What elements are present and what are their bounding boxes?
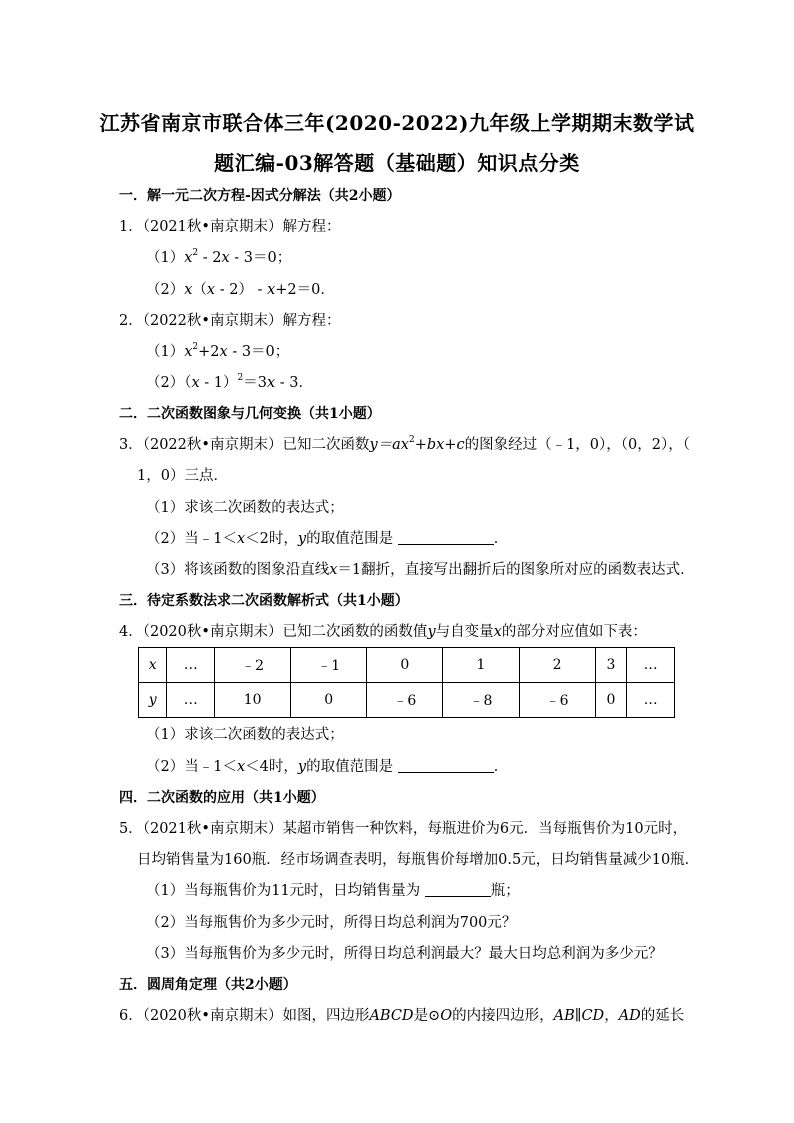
question-3-part-3: [146, 560, 695, 580]
table-cell: 10: [215, 683, 291, 718]
question-text: （2021秋•南京期末）某超市销售一种饮料，每瓶进价为6元．当每瓶售价为10元时，: [142, 821, 688, 837]
answer-blank[interactable]: [398, 530, 494, 545]
table-cell: ﹣6: [519, 683, 595, 718]
question-2-stem: [119, 311, 340, 331]
answer-blank[interactable]: [425, 882, 491, 897]
variable: AD: [618, 1008, 641, 1024]
question-3-part-2: [146, 529, 508, 549]
variable: x: [184, 344, 193, 360]
text: （: [192, 282, 207, 298]
table-cell: …: [627, 683, 675, 718]
text: （1）当每瓶售价为11元时，日均销售量为: [146, 883, 421, 899]
question-text: 的内接四边形，: [452, 1008, 554, 1024]
question-1-stem: [119, 217, 340, 237]
question-number: 6．: [119, 1008, 143, 1024]
text: ．: [493, 531, 509, 547]
question-text: （2020秋•南京期末）已知二次函数的函数值: [142, 624, 428, 640]
part-label: （1）: [146, 344, 185, 360]
text: ．: [493, 759, 509, 775]
table-cell: 0: [367, 648, 443, 683]
question-text: 的部分对应值如下表：: [501, 624, 647, 640]
question-5-part-3: （3）当每瓶售价为多少元时，所得日均总利润最大？最大日均总利润为多少元？: [146, 946, 663, 962]
text: 瓶；: [490, 883, 520, 899]
variable: AB: [553, 1008, 575, 1024]
variable: x: [266, 375, 276, 391]
question-number: 4．: [119, 624, 143, 640]
table-cell: 0: [595, 683, 627, 718]
table-cell: 2: [519, 648, 595, 683]
section-heading-5: 五．圆周角定理（共2小题）: [119, 977, 297, 993]
variable: x: [206, 282, 216, 298]
text: - 3＝0；: [229, 250, 292, 266]
exponent: 2: [192, 248, 199, 258]
question-number: 3．: [119, 437, 143, 453]
question-text: （2022秋•南京期末）已知二次函数: [142, 437, 370, 453]
text: 的取值范围是: [306, 531, 394, 547]
table-cell: 1: [443, 648, 519, 683]
question-number: 1．: [119, 219, 143, 235]
variable: x: [219, 344, 228, 360]
variable: CD: [581, 1008, 605, 1024]
table-header-cell: [139, 648, 167, 683]
question-5-stem: [119, 819, 687, 839]
function-expression: +bx+c: [414, 437, 465, 453]
exponent: 2: [237, 373, 244, 383]
table-row-x: [139, 648, 675, 683]
text: ＝1翻折，直接写出翻折后的图象所对应的函数表达式．: [337, 562, 695, 578]
value-table: [138, 647, 675, 718]
question-text: 的图象经过（﹣1，0），（0，2），（: [464, 437, 690, 453]
section-heading-2: 二．二次函数图象与几何变换（共1小题）: [119, 406, 381, 422]
question-6-stem: [119, 1006, 684, 1026]
question-5-part-2: （2）当每瓶售价为多少元时，所得日均总利润为700元？: [146, 915, 517, 931]
question-text: （2022秋•南京期末）解方程：: [142, 313, 341, 329]
variable: x: [191, 375, 200, 391]
variable: y: [148, 692, 157, 708]
question-number: 2．: [119, 313, 143, 329]
question-1-part-1: [146, 248, 291, 268]
table-cell: …: [167, 683, 215, 718]
variable: x: [221, 250, 230, 266]
variable: x: [329, 562, 338, 578]
question-text: ，: [604, 1008, 619, 1024]
variable: x: [236, 531, 246, 547]
question-5-part-1: [146, 881, 520, 901]
text: +2: [198, 344, 220, 360]
question-3-part-1: （1）求该二次函数的表达式；: [146, 500, 344, 516]
question-4-stem: [119, 622, 647, 642]
text: （2）当﹣1＜: [146, 759, 237, 775]
question-number: 5．: [119, 821, 143, 837]
question-2-part-1: [146, 342, 289, 362]
variable: x: [493, 624, 502, 640]
text: - 1）: [199, 375, 238, 391]
text: ＜2时，: [245, 531, 298, 547]
variable: x: [236, 759, 246, 775]
text: +2＝0．: [275, 282, 335, 298]
parallel-symbol: ∥: [574, 1008, 582, 1024]
function-expression: y＝ax: [369, 437, 409, 453]
section-heading-4: 四．二次函数的应用（共1小题）: [119, 790, 325, 806]
table-cell: ﹣2: [215, 648, 291, 683]
question-text: （2021秋•南京期末）解方程：: [142, 219, 341, 235]
variable: y: [427, 624, 436, 640]
question-text: 的延长: [640, 1008, 685, 1024]
text: ＝3: [243, 375, 267, 391]
part-label: （1）: [146, 250, 185, 266]
section-heading-1: 一．解一元二次方程-因式分解法（共2小题）: [119, 188, 401, 204]
variable: x: [267, 282, 276, 298]
question-text: 是⊙: [413, 1008, 441, 1024]
table-cell: …: [627, 648, 675, 683]
question-5-stem-continued: 日均销售量为160瓶．经市场调查表明，每瓶售价每增加0.5元，日均销售量减少10瓶．: [137, 852, 700, 868]
part-label: （2）（: [146, 375, 192, 391]
table-cell: 0: [291, 683, 367, 718]
section-heading-3: 三．待定系数法求二次函数解析式（共1小题）: [119, 593, 409, 609]
text: - 3＝0；: [227, 344, 290, 360]
table-cell: 3: [595, 648, 627, 683]
question-3-stem: [119, 435, 690, 455]
text: - 2） -: [215, 282, 268, 298]
question-text: 与自变量: [435, 624, 494, 640]
question-4-part-2: [146, 757, 508, 777]
text: - 3．: [275, 375, 314, 391]
question-text: （2020秋•南京期末）如图，四边形: [142, 1008, 370, 1024]
text: - 2: [198, 250, 222, 266]
table-cell: …: [167, 648, 215, 683]
question-3-stem-continued: 1，0）三点．: [137, 468, 228, 484]
table-cell: ﹣8: [443, 683, 519, 718]
variable: y: [297, 759, 307, 775]
part-label: （2）: [146, 282, 185, 298]
table-header-cell: [139, 683, 167, 718]
text: （2）当﹣1＜: [146, 531, 237, 547]
table-row-y: [139, 683, 675, 718]
variable: ABCD: [369, 1008, 414, 1024]
variable: x: [184, 282, 193, 298]
text: （3）将该函数的图象沿直线: [146, 562, 330, 578]
question-2-part-2: [146, 373, 313, 393]
document-title-line-1: 江苏省南京市联合体三年(2020-2022)九年级上学期期末数学试: [99, 111, 695, 135]
document-title-line-2: 题汇编-03解答题（基础题）知识点分类: [214, 151, 580, 175]
table-cell: ﹣1: [291, 648, 367, 683]
table-cell: ﹣6: [367, 683, 443, 718]
text: ＜4时，: [245, 759, 298, 775]
text: 的取值范围是: [306, 759, 394, 775]
answer-blank[interactable]: [398, 758, 494, 773]
variable: x: [184, 250, 193, 266]
question-4-part-1: （1）求该二次函数的表达式；: [146, 727, 344, 743]
question-1-part-2: [146, 280, 335, 300]
variable: O: [440, 1008, 453, 1024]
exponent: 2: [192, 342, 199, 352]
variable: x: [148, 657, 157, 673]
exponent: 2: [408, 435, 415, 445]
variable: y: [297, 531, 307, 547]
